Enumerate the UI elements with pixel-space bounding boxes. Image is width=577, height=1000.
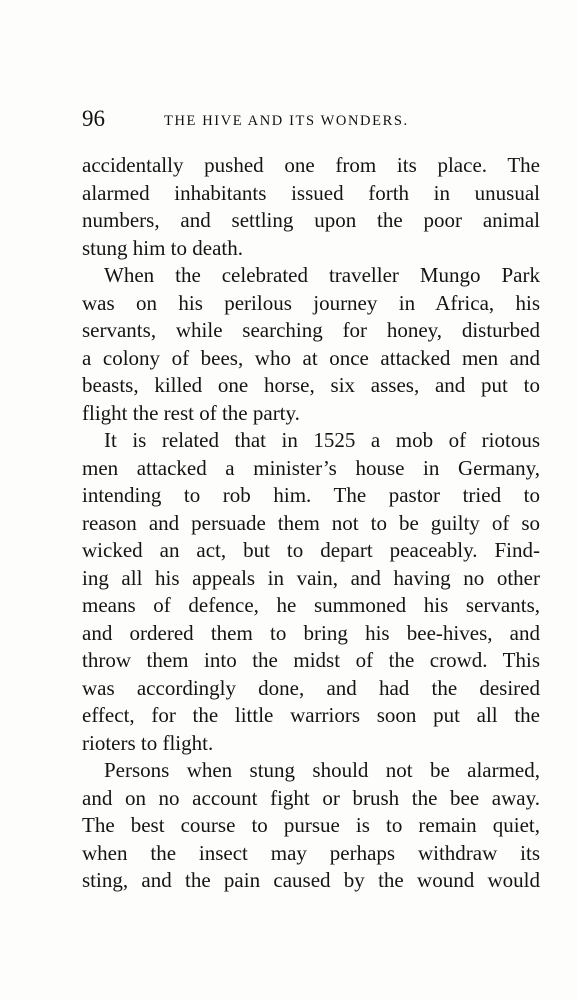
text-line: wicked an act, but to depart peaceably. Find-	[82, 538, 540, 562]
text-line: accidentally pushed one from its place. The	[82, 153, 540, 177]
text-line: means of defence, he summoned his servants,	[82, 593, 540, 617]
text-line: stung him to death.	[82, 235, 243, 260]
text-line: men attacked a minister’s house in Germany,	[82, 455, 540, 480]
text-line: numbers, and settling upon the poor animal	[82, 208, 540, 232]
text-line: was on his perilous journey in Africa, his	[82, 290, 540, 315]
text-line: The best course to pursue is to remain quiet,	[82, 813, 540, 837]
text-line: throw them into the midst of the crowd. This	[82, 648, 540, 672]
text-line: a colony of bees, who at once attacked men and	[82, 345, 540, 370]
text-line: rioters to flight.	[82, 730, 214, 755]
text-line: When the celebrated traveller Mungo Park	[104, 263, 540, 287]
running-title: THE HIVE AND ITS WONDERS.	[164, 113, 409, 129]
text-line: when the insect may perhaps withdraw its	[82, 840, 540, 865]
text-line: It is related that in 1525 a mob of riotous	[104, 428, 540, 452]
text-line: and ordered them to bring his bee-hives, and	[82, 620, 540, 645]
page-number: 96	[82, 106, 105, 131]
text-line: ing all his appeals in vain, and having no other	[82, 565, 540, 590]
text-line: alarmed inhabitants issued forth in unusual	[82, 180, 540, 205]
text-line: was accordingly done, and had the desired	[82, 675, 540, 700]
page-header	[82, 106, 542, 134]
text-line: servants, while searching for honey, disturbed	[82, 318, 540, 342]
text-line: Persons when stung should not be alarmed,	[104, 758, 540, 782]
text-line: intending to rob him. The pastor tried to	[82, 483, 540, 507]
text-line: reason and persuade them not to be guilty of so	[82, 510, 540, 535]
body-text	[82, 152, 540, 895]
text-line: and on no account fight or brush the bee away.	[82, 785, 540, 810]
text-line: beasts, killed one horse, six asses, and put to	[82, 373, 540, 397]
text-line: sting, and the pain caused by the wound would	[82, 868, 540, 892]
text-line: effect, for the little warriors soon put all the	[82, 703, 540, 727]
text-line: flight the rest of the party.	[82, 400, 300, 425]
